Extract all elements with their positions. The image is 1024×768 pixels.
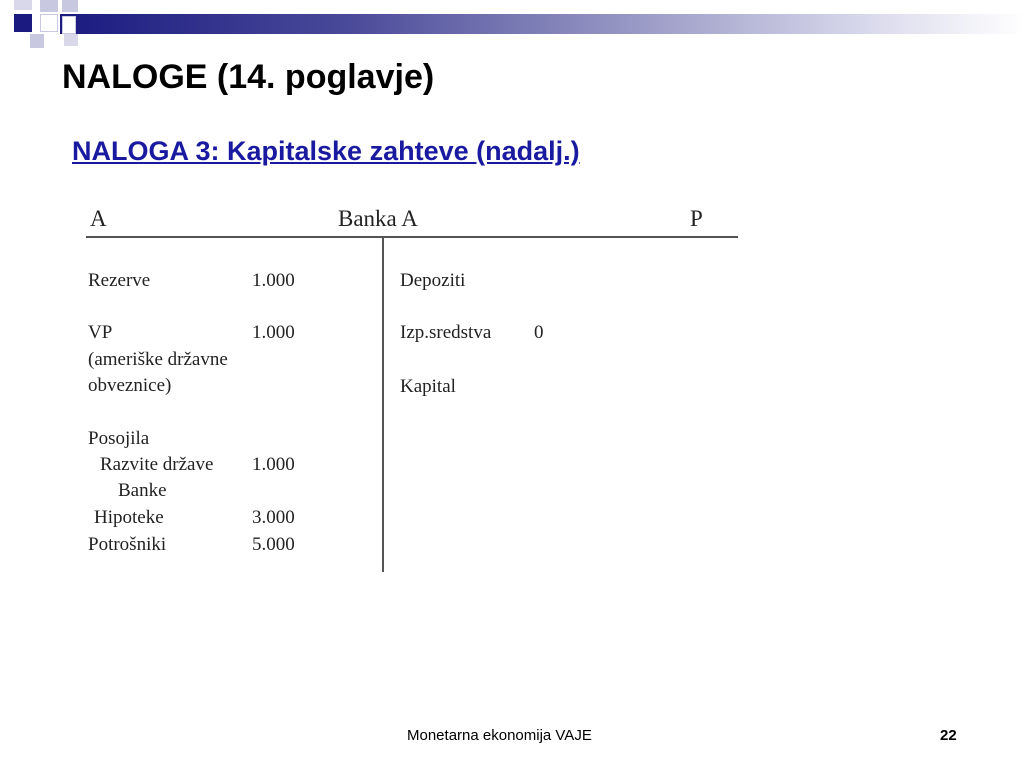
asset-label: Potrošniki xyxy=(88,534,167,555)
decor-square xyxy=(64,34,78,46)
t-account-horizontal-rule xyxy=(86,236,738,238)
slide-title: NALOGE (14. poglavje) xyxy=(62,58,435,96)
asset-label: obveznice) xyxy=(88,375,172,396)
asset-label: Rezerve xyxy=(88,270,151,291)
header-gradient-bar xyxy=(60,14,1024,34)
t-account-vertical-rule xyxy=(382,238,384,572)
decor-square-outline xyxy=(62,16,76,34)
liability-label: Depoziti xyxy=(400,270,466,291)
liability-value: 0 xyxy=(534,322,544,343)
t-account xyxy=(86,200,746,580)
asset-label: (ameriške državne xyxy=(88,349,228,370)
liabilities-header: P xyxy=(690,206,703,231)
asset-value: 1.000 xyxy=(252,454,295,475)
asset-label: VP xyxy=(88,322,113,343)
decor-square xyxy=(40,0,58,12)
asset-value: 3.000 xyxy=(252,507,295,528)
t-account-title: Banka A xyxy=(338,206,418,231)
slide-subtitle: NALOGA 3: Kapitalske zahteve (nadalj.) xyxy=(72,136,580,166)
decor-square xyxy=(14,0,32,10)
decor-square-outline xyxy=(40,14,58,32)
decor-square xyxy=(62,0,78,12)
liability-label: Izp.sredstva xyxy=(400,322,492,343)
asset-label: Banke xyxy=(118,480,167,501)
page-number: 22 xyxy=(940,727,957,744)
decor-square-dark xyxy=(14,14,32,32)
asset-label: Razvite države xyxy=(100,454,214,475)
asset-value: 1.000 xyxy=(252,270,295,291)
footer-text: Monetarna ekonomija VAJE xyxy=(407,727,592,744)
liability-label: Kapital xyxy=(400,376,456,397)
asset-value: 5.000 xyxy=(252,534,295,555)
assets-header: A xyxy=(90,206,107,231)
asset-label: Hipoteke xyxy=(94,507,164,528)
decor-square xyxy=(30,34,44,48)
asset-value: 1.000 xyxy=(252,322,295,343)
asset-label: Posojila xyxy=(88,428,150,449)
